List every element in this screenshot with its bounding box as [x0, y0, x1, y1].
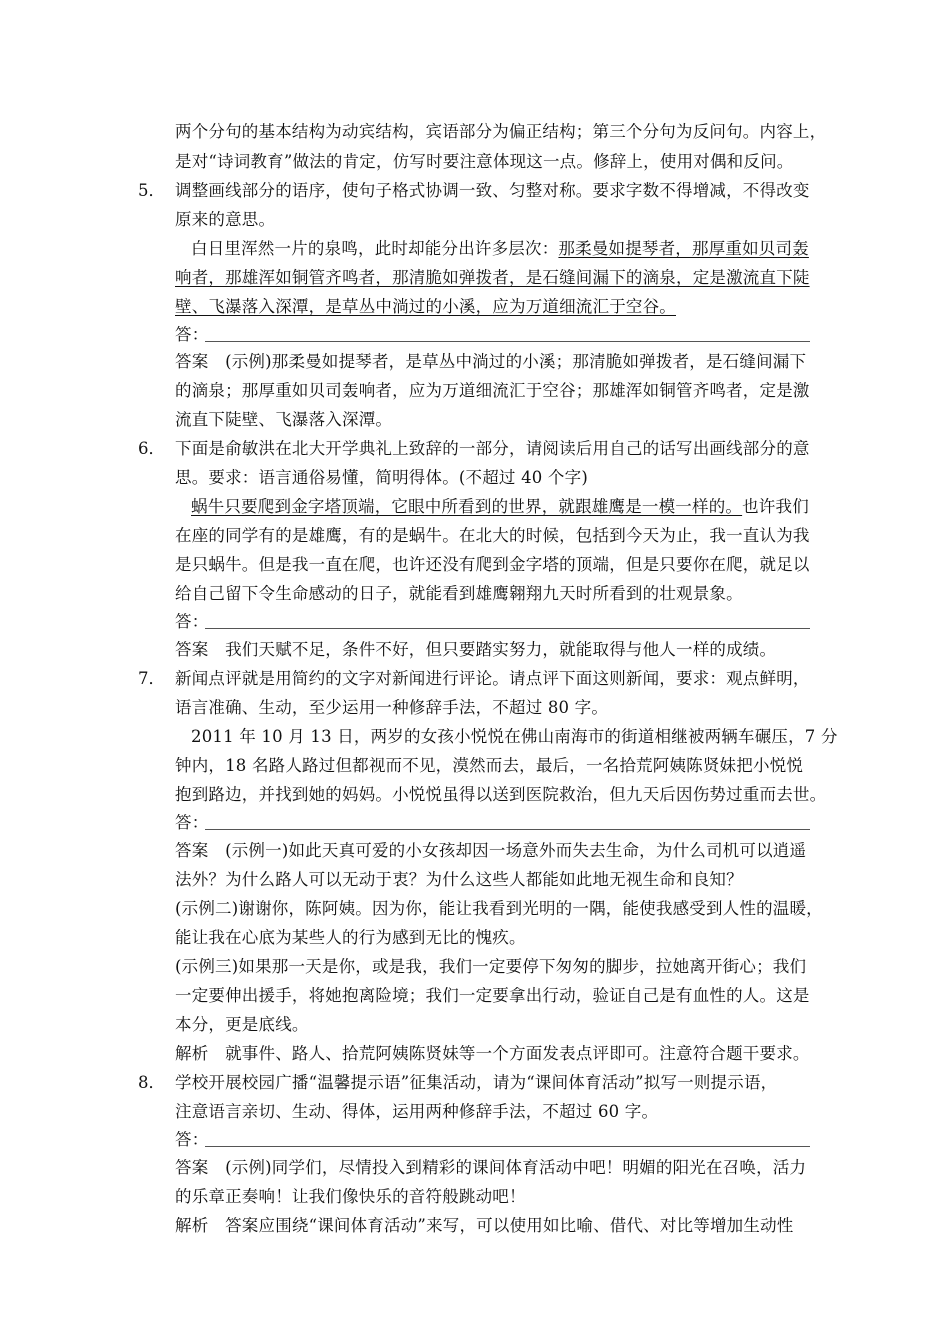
question-7-analysis: 解析 就事件、路人、拾荒阿姨陈贤妹等一个方面发表点评即可。注意符合题干要求。 — [175, 1044, 810, 1063]
question-5-prompt-2: 原来的意思。 — [175, 210, 276, 229]
question-6-passage-2: 在座的同学有的是雄鹰，有的是蜗牛。在北大的时候，包括到今天为止，我一直认为我 — [175, 526, 810, 545]
question-8-analysis: 解析 答案应围绕“课间体育活动”来写，可以使用如比喻、借代、对比等增加生动性 — [175, 1216, 794, 1235]
passage-text: 白日里浑然一片的泉鸣，此时却能分出许多层次： — [191, 239, 559, 258]
question-7-key-7: 本分，更是底线。 — [175, 1015, 309, 1034]
intro-line-2: 是对“诗词教育”做法的肯定，仿写时要注意体现这一点。修辞上，使用对偶和反问。 — [175, 152, 794, 171]
question-5-answer-line[interactable] — [205, 341, 810, 342]
question-5-passage-2: 响者，那雄浑如铜管齐鸣者，那清脆如弹拨者，是石缝间漏下的滴泉，定是激流直下陡 — [175, 268, 810, 287]
question-7-answer-line[interactable] — [205, 829, 810, 830]
question-8-answer-line[interactable] — [205, 1146, 810, 1147]
question-6-answer-label: 答： — [175, 612, 209, 631]
question-7-passage-1: 2011 年 10 月 13 日，两岁的女孩小悦悦在佛山南海市的街道相继被两辆车碾压，7 分 — [191, 727, 838, 746]
question-6-passage-1 — [191, 497, 809, 517]
question-7-number: 7． — [138, 669, 165, 688]
question-7-prompt-1: 新闻点评就是用简约的文字对新闻进行评论。请点评下面这则新闻，要求：观点鲜明， — [175, 669, 810, 688]
question-5-answer-label: 答： — [175, 325, 209, 344]
question-6-prompt-2: 思。要求：语言通俗易懂，简明得体。(不超过 40 个字) — [175, 468, 588, 487]
question-6-number: 6． — [138, 439, 165, 458]
question-7-key-4: 能让我在心底为某些人的行为感到无比的愧疚。 — [175, 928, 526, 947]
question-8-key-1: 答案 (示例)同学们，尽情投入到精彩的课间体育活动中吧！明媚的阳光在召唤，活力 — [175, 1158, 807, 1177]
question-8-answer-label: 答： — [175, 1130, 209, 1149]
passage-text: 也许我们 — [742, 497, 809, 516]
question-7-key-1: 答案 (示例一)如此天真可爱的小女孩却因一场意外而失去生命，为什么司机可以逍遥 — [175, 841, 807, 860]
underlined-text: 那柔曼如提琴者，那厚重如贝司轰 — [558, 239, 809, 258]
question-8-number: 8． — [138, 1073, 165, 1092]
intro-line-1: 两个分句的基本结构为动宾结构，宾语部分为偏正结构；第三个分句为反问句。内容上， — [175, 122, 827, 141]
question-8-prompt-1: 学校开展校园广播“温馨提示语”征集活动，请为“课间体育活动”拟写一则提示语， — [175, 1073, 778, 1092]
question-5-key-2: 的滴泉；那厚重如贝司轰响者，应为万道细流汇于空谷；那雄浑如铜管齐鸣者，定是激 — [175, 381, 810, 400]
question-7-passage-3: 抱到路边，并找到她的妈妈。小悦悦虽得以送到医院救治，但九天后因伤势过重而去世。 — [175, 785, 827, 804]
question-6-answer-line[interactable] — [205, 628, 810, 629]
question-6-passage-4: 给自己留下令生命感动的日子，就能看到雄鹰翱翔九天时所看到的壮观景象。 — [175, 584, 743, 603]
question-5-passage-1 — [191, 239, 809, 259]
question-5-key-1: 答案 (示例)那柔曼如提琴者，是草丛中淌过的小溪；那清脆如弹拨者，是石缝间漏下 — [175, 352, 807, 371]
question-7-key-5: (示例三)如果那一天是你，或是我，我们一定要停下匆匆的脚步，拉她离开街心；我们 — [175, 957, 807, 976]
question-7-prompt-2: 语言准确、生动，至少运用一种修辞手法，不超过 80 字。 — [175, 698, 609, 717]
question-7-key-2: 法外？为什么路人可以无动于衷？为什么这些人都能如此地无视生命和良知？ — [175, 870, 743, 889]
question-8-prompt-2: 注意语言亲切、生动、得体，运用两种修辞手法，不超过 60 字。 — [175, 1102, 659, 1121]
question-7-key-6: 一定要伸出援手，将她抱离险境；我们一定要拿出行动，验证自己是有血性的人。这是 — [175, 986, 810, 1005]
underlined-text: 蜗牛只要爬到金字塔顶端，它眼中所看到的世界，就跟雄鹰是一模一样的。 — [191, 497, 743, 516]
question-5-prompt-1: 调整画线部分的语序，使句子格式协调一致、匀整对称。要求字数不得增减，不得改变 — [175, 181, 810, 200]
question-6-prompt-1: 下面是俞敏洪在北大开学典礼上致辞的一部分，请阅读后用自己的话写出画线部分的意 — [175, 439, 810, 458]
question-8-key-2: 的乐章正奏响！让我们像快乐的音符般跳动吧！ — [175, 1187, 526, 1206]
question-7-passage-2: 钟内，18 名路人路过但都视而不见，漠然而去，最后，一名拾荒阿姨陈贤妹把小悦悦 — [175, 756, 804, 775]
question-7-answer-label: 答： — [175, 813, 209, 832]
question-6-key-1: 答案 我们天赋不足，条件不好，但只要踏实努力，就能取得与他人一样的成绩。 — [175, 640, 777, 659]
question-5-number: 5． — [138, 181, 165, 200]
question-6-passage-3: 是只蜗牛。但是我一直在爬，也许还没有爬到金字塔的顶端，但是只要你在爬，就足以 — [175, 555, 810, 574]
question-7-key-3: (示例二)谢谢你，陈阿姨。因为你，能让我看到光明的一隅，能使我感受到人性的温暖， — [175, 899, 823, 918]
question-5-passage-3: 壁、飞瀑落入深潭，是草丛中淌过的小溪，应为万道细流汇于空谷。 — [175, 297, 676, 316]
question-5-key-3: 流直下陡壁、飞瀑落入深潭。 — [175, 410, 393, 429]
